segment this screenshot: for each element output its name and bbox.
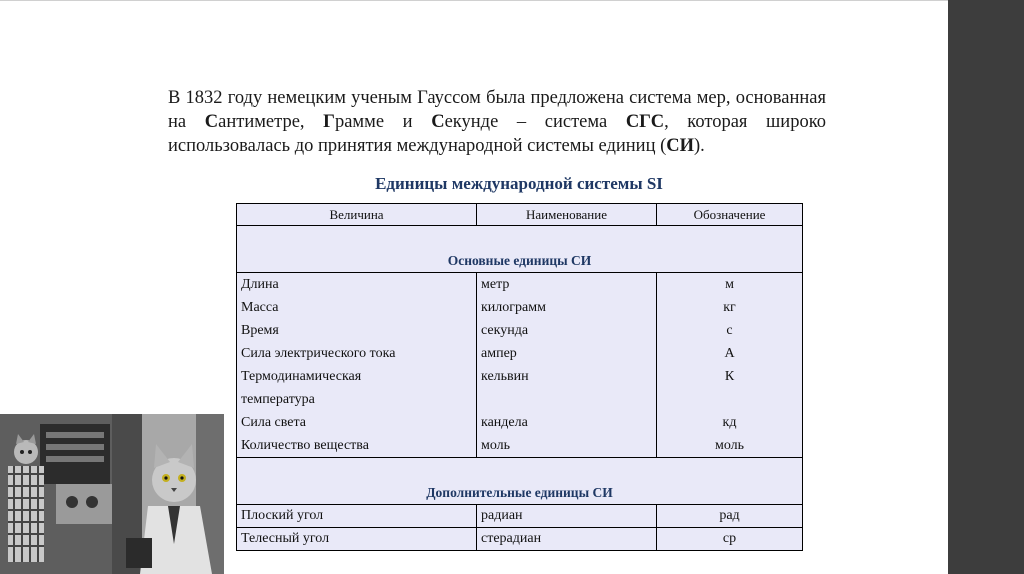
table-row — [237, 434, 803, 458]
cell-quantity: Длина — [237, 273, 477, 297]
cell-symbol: кг — [657, 296, 803, 319]
right-sidebar-bar — [948, 0, 1024, 574]
section-row-additional — [237, 458, 803, 505]
cell-symbol: ср — [657, 528, 803, 551]
cell-name: кельвин — [477, 365, 657, 388]
section-additional-label: Дополнительные единицы СИ — [237, 458, 803, 505]
table-row — [237, 365, 803, 388]
cell-name: метр — [477, 273, 657, 297]
header-symbol: Обозначение — [657, 204, 803, 226]
table-row — [237, 528, 803, 551]
top-divider — [0, 0, 948, 1]
cell-symbol: К — [657, 365, 803, 388]
header-quantity: Величина — [237, 204, 477, 226]
intro-paragraph: В 1832 году немецким ученым Гауссом была предложена система мер, основанная на Сантиметре, Грамме и Секунде – система СГС, которая широко использовалась до принятия международной системы единиц (СИ). — [168, 88, 826, 156]
cell-quantity: Масса — [237, 296, 477, 319]
cell-symbol: кд — [657, 411, 803, 434]
cell-quantity: температура — [237, 388, 477, 411]
table-row — [237, 505, 803, 528]
cell-name: ампер — [477, 342, 657, 365]
cell-name: радиан — [477, 505, 657, 528]
table-title: Единицы международной системы SI — [375, 174, 663, 193]
cell-quantity: Сила света — [237, 411, 477, 434]
table-row — [237, 273, 803, 297]
cell-symbol: А — [657, 342, 803, 365]
section-basic-label: Основные единицы СИ — [237, 226, 803, 273]
section-row-basic — [237, 226, 803, 273]
cat-scientists-photo — [0, 414, 224, 574]
cell-symbol: с — [657, 319, 803, 342]
cell-symbol — [657, 388, 803, 411]
cell-symbol: м — [657, 273, 803, 297]
cell-quantity: Сила электрического тока — [237, 342, 477, 365]
cell-quantity: Телесный угол — [237, 528, 477, 551]
table-row — [237, 296, 803, 319]
table-row — [237, 342, 803, 365]
cell-quantity: Количество вещества — [237, 434, 477, 458]
table-row — [237, 319, 803, 342]
cell-symbol: рад — [657, 505, 803, 528]
table-header-row — [237, 204, 803, 226]
cell-name: кандела — [477, 411, 657, 434]
table-row — [237, 411, 803, 434]
cell-name: стерадиан — [477, 528, 657, 551]
cell-symbol: моль — [657, 434, 803, 458]
table-row — [237, 388, 803, 411]
cell-quantity: Плоский угол — [237, 505, 477, 528]
cell-name: килограмм — [477, 296, 657, 319]
cell-name — [477, 388, 657, 411]
header-name: Наименование — [477, 204, 657, 226]
cell-quantity: Термодинамическая — [237, 365, 477, 388]
si-units-table — [236, 203, 803, 551]
cell-name: моль — [477, 434, 657, 458]
cell-quantity: Время — [237, 319, 477, 342]
cell-name: секунда — [477, 319, 657, 342]
